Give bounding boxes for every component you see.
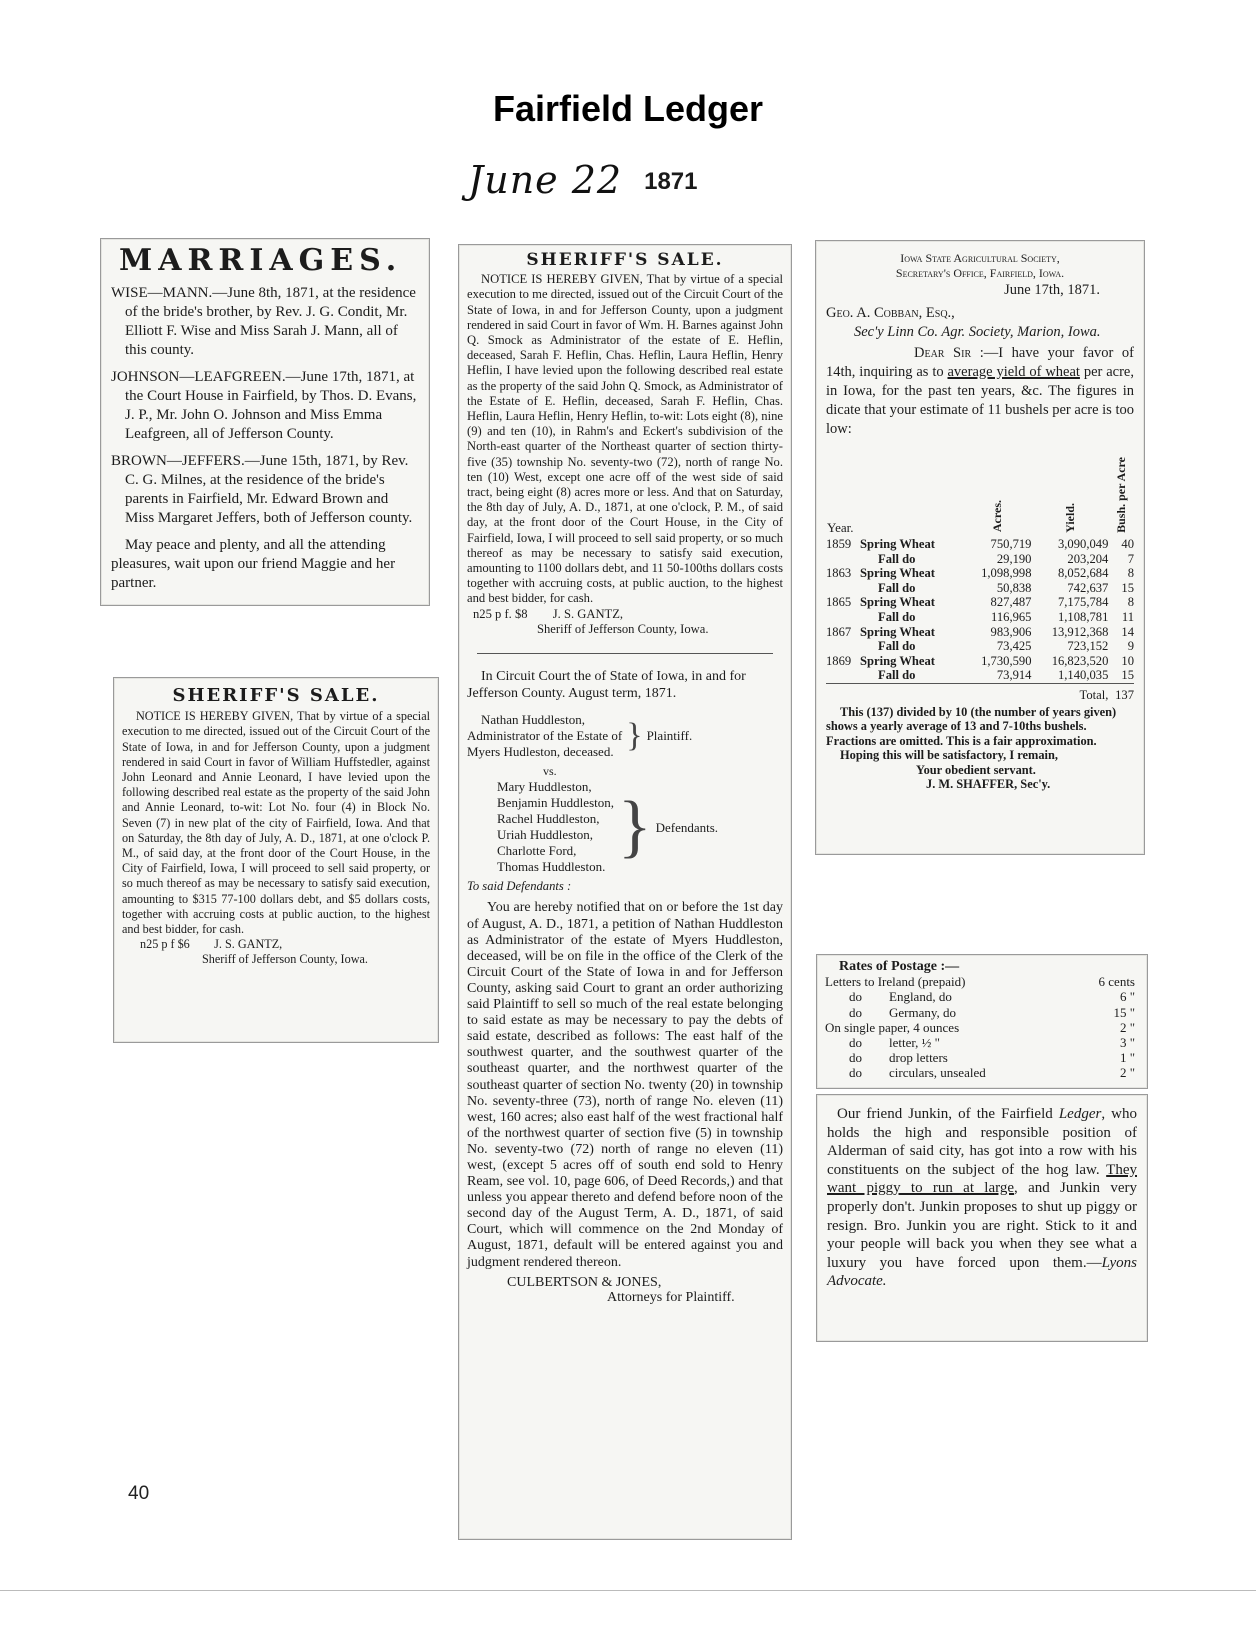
bush-cell: 14	[1121, 624, 1134, 639]
acres-cell: 1,098,998	[981, 566, 1032, 581]
page-number: 40	[128, 1483, 150, 1504]
letter-body	[826, 344, 1134, 439]
year-cell: 1867	[826, 624, 852, 639]
yield-cell: 7,175,784	[1057, 595, 1109, 610]
table-row	[826, 595, 1134, 610]
year-cell	[826, 668, 856, 683]
postage-row	[825, 974, 1139, 989]
postage-item: On single paper, 4 ounces	[825, 1019, 960, 1035]
yield-cell: 8,052,684	[1057, 566, 1109, 581]
bush-cell: 15	[1121, 580, 1134, 595]
year-cell: 1869	[826, 653, 852, 668]
kind-cell: Spring Wheat	[860, 566, 935, 581]
sheriff-sale-left-clipping	[113, 677, 439, 1043]
bush-cell: 11	[1121, 609, 1134, 624]
yield-cell: 203,204	[1067, 551, 1109, 566]
acres-cell: 29,190	[996, 551, 1032, 566]
postage-amount: 15 "	[1113, 1004, 1135, 1020]
postage-amount: 6 "	[1119, 989, 1135, 1005]
kind-cell: Spring Wheat	[860, 595, 935, 610]
defendants-block	[467, 779, 783, 875]
marriage-entry: BROWN—JEFFERS.—June 15th, 1871, by Rev. C. G. Milnes, at the residence of the bride's parents in Fairfield, Mr. Edward Brown and Miss Margaret Jeffers, both of Jefferson county.	[111, 453, 413, 526]
postage-item: do	[849, 1004, 862, 1020]
agricultural-letter-clipping	[815, 240, 1145, 855]
marriage-entry: JOHNSON—LEAFGREEN.—June 17th, 1871, at the Court House in Fairfield, by Thos. D. Evans, J. P., Mr. John O. Johnson and Miss Emma Leafgreen, all of Jefferson County.	[111, 369, 417, 442]
postage-item: do	[849, 1065, 862, 1081]
yield-cell: 3,090,049	[1057, 537, 1109, 551]
table-row	[826, 581, 1134, 596]
postage-item: do	[849, 1050, 862, 1066]
acres-cell: 983,906	[990, 624, 1032, 639]
junkin-part: , who holds the high and responsible position of Alderman of said city, has got into a row with his constituents on the subject of the hog law.	[827, 1106, 1137, 1178]
junkin-part: Our friend Junkin, of the Fairfield	[837, 1106, 1059, 1122]
postage-row	[825, 1065, 1139, 1080]
letter-body-underlined: average yield of wheat	[947, 364, 1080, 380]
plaintiff-block	[467, 712, 783, 760]
brace: }	[626, 717, 643, 755]
bush-cell: 10	[1121, 653, 1134, 668]
table-row	[826, 654, 1134, 669]
bush-cell: 7	[1127, 551, 1134, 566]
acres-cell: 750,719	[990, 537, 1032, 551]
letter-servant: Your obedient servant.	[916, 762, 1036, 777]
vs-label: vs.	[543, 764, 557, 779]
postage-amount: 1 "	[1119, 1050, 1135, 1066]
defendant-line: Benjamin Huddleston,	[497, 795, 614, 811]
bush-cell: 15	[1121, 668, 1134, 683]
defendant-line: Uriah Huddleston,	[497, 827, 594, 843]
total-label: Total,	[1079, 687, 1109, 702]
postage-heading: Rates of Postage :—	[839, 959, 960, 974]
handwritten-date: June 22	[468, 158, 623, 202]
letter-salutation: Dear Sir :—	[914, 345, 999, 361]
plaintiff-label: Plaintiff.	[646, 728, 693, 744]
year-cell	[826, 639, 856, 654]
sheriff-sale-center-heading: SHERIFF'S SALE.	[526, 250, 724, 270]
table-row	[826, 625, 1134, 640]
yield-cell: 1,140,035	[1057, 668, 1109, 683]
page-title: Fairfield Ledger	[492, 88, 764, 129]
postage-detail: letter, ½ "	[889, 1035, 940, 1051]
bottom-rule	[0, 1590, 1256, 1591]
plaintiff-line: Myers Hudleston, deceased.	[467, 744, 614, 760]
defendant-line: Thomas Huddleston.	[497, 859, 606, 875]
postage-detail: Germany, do	[889, 1004, 957, 1020]
acres-cell: 73,914	[996, 668, 1032, 683]
postage-item: Letters to Ireland (prepaid)	[825, 974, 966, 990]
circuit-court-intro: In Circuit Court the of State of Iowa, in and for Jefferson County. August term, 1871.	[467, 669, 746, 702]
letter-date: June 17th, 1871.	[1004, 282, 1100, 298]
postage-row	[825, 1005, 1139, 1020]
org-line-2: Secretary's Office, Fairfield, Iowa.	[895, 266, 1065, 280]
sheriff-sale-left-signature-title: Sheriff of Jefferson County, Iowa.	[202, 952, 368, 967]
circuit-court-attorneys: CULBERTSON & JONES,	[507, 1274, 662, 1290]
sheriff-sale-center-body: NOTICE IS HEREBY GIVEN, That by virtue of a special execution to me directed, issued out of the Circuit Court of the State of Iowa, in and for Jefferson County, upon a judgment rendered in said Court in favor of Wm. H. Barnes against John Q. Smock as Administrator of the estate of E. Heflin, deceased, Sarah F. Heflin, Chas. Heflin, Laura Heflin, Henry Heflin, I have levied upon the following described real estate as the property of the said John Q. Smock, as Administrator of the Estate of E. Heflin, deceased, Sarah F. Heflin, Chas. Heflin, Laura Heflin, Henry Heflin, to-wit: Lots eight (8), nine (9) and ten (10), in Rahm's and Eckert's subdivision of the North-east quarter of the Northeast quarter of section thirty-five (35) township No. seventy-two (72), north of range No. ten (10) West, except one acre off of the west side of said tract, being eight (8) acres more or less. And that on Saturday, the 8th day of July, A. D., 1871, at one o'clock, P. M., of said day, at the front door of the Court House, in the City of Fairfield, Iowa, I will proceed to sell said property, or so much thereof as may be necessary to satisfy said execution, amounting to 1100 dollars debt, and 11 50-100ths dollars costs together with accruing costs, at public auction, to the highest and best bidder, for cash.	[467, 272, 783, 606]
kind-cell: Fall do	[878, 580, 916, 595]
center-column-clipping	[458, 244, 792, 1540]
year-cell: 1865	[826, 595, 852, 610]
postage-table	[825, 974, 1139, 1080]
kind-cell: Spring Wheat	[860, 653, 935, 668]
kind-cell: Spring Wheat	[860, 624, 935, 639]
letter-body-part: per acre, in Iowa, for the past ten years, &c. The figures in dicate that your estimate of 11 bushels per acre is too low:	[826, 364, 1134, 437]
header-bush-per-acre: Bush. per Acre	[1113, 456, 1128, 533]
table-row	[826, 639, 1134, 654]
marriages-closing: May peace and plenty, and all the attending pleasures, wait upon our friend Maggie and her partner.	[111, 537, 396, 591]
junkin-underlined: They want piggy to run at large	[827, 1161, 1137, 1197]
total-value: 137	[1115, 687, 1134, 702]
junkin-part: , and Junkin very properly don't. Junkin proposes to shut up piggy or resign. Bro. Junkin you are right. Stick to it and your people will back you when they see what a luxury you have forced upon them.—	[827, 1180, 1137, 1271]
acres-cell: 827,487	[990, 595, 1032, 610]
yield-cell: 742,637	[1067, 580, 1109, 595]
acres-cell: 73,425	[996, 639, 1032, 654]
kind-cell: Spring Wheat	[860, 537, 935, 551]
year-cell: 1859	[826, 537, 852, 551]
postage-amount: 3 "	[1119, 1035, 1135, 1051]
postage-row	[825, 1035, 1139, 1050]
sheriff-sale-left-heading: SHERIFF'S SALE.	[172, 685, 380, 706]
defendant-line: Rachel Huddleston,	[497, 811, 600, 827]
kind-cell: Fall do	[878, 551, 916, 566]
plaintiff-line: Nathan Huddleston,	[481, 712, 585, 728]
yield-cell: 13,912,368	[1051, 624, 1109, 639]
yield-cell: 16,823,520	[1051, 653, 1109, 668]
letter-closing: This (137) divided by 10 (the number of years given) shows a yearly average of 13 and 7-10ths bushels. Fractions are omitted. This is a fair approximation.	[826, 704, 1117, 748]
junkin-source: Lyons Advocate.	[827, 1254, 1137, 1290]
circuit-court-attorneys-title: Attorneys for Plaintiff.	[607, 1289, 735, 1305]
sheriff-sale-center-signature-title: Sheriff of Jefferson County, Iowa.	[537, 621, 709, 636]
kind-cell: Fall do	[878, 639, 916, 654]
addressee: Geo. A. Cobban, Esq.,	[826, 305, 955, 321]
table-row	[826, 668, 1134, 683]
marriages-heading: MARRIAGES.	[119, 243, 403, 278]
bush-cell: 8	[1127, 595, 1134, 610]
table-row	[826, 552, 1134, 567]
circuit-court-body: You are hereby notified that on or before the 1st day of August, A. D., 1871, a petition of Nathan Huddleston as Administrator of the estate of Myers Huddleston, deceased, will be on file in the office of the Clerk of the Circuit Court of the State of Iowa in and for Jefferson County, asking said Court to grant an order authorizing said Plaintiff to sell so much of the real estate belonging to said estate as may be necessary to pay the debts of said estate, described as follows: The east half of the southwest quarter, and the southwest quarter of the southeast quarter, and the northwest quarter of the southeast quarter of section No. twenty (20) in township No. seventy-three (73), north of range No. eleven (11) west, 160 acres; also east half of the west fractional half of the northwest quarter of section five (5) in township No. seventy-two (72) north of range no eleven (11) west, (except 5 acres off of south end sold to Henry Ream, see vol. 10, page 606, of Deed Records,) and that unless you appear thereto and defend before noon of the second day of the August Term, A. D., 1871, of said Court, which will commence on the 2nd Monday of August, 1871, default will be entered against you and judgment rendered thereon.	[467, 900, 783, 1270]
postage-clipping	[816, 954, 1148, 1089]
wheat-yield-table	[826, 445, 1134, 703]
postage-row	[825, 989, 1139, 1004]
addressee-title: Sec'y Linn Co. Agr. Society, Marion, Iowa.	[854, 324, 1101, 340]
bush-cell: 8	[1127, 566, 1134, 581]
letter-body-part: I have your favor of 14th, inquiring as to	[826, 345, 1134, 380]
marriage-entry: WISE—MANN.—June 8th, 1871, at the residence of the bride's brother, by Rev. J. G. Condit, Mr. Elliott F. Wise and Miss Sarah J. Mann, all of this county.	[111, 285, 416, 358]
brace: }	[618, 788, 652, 866]
header-acres: Acres.	[990, 500, 1005, 533]
defendants-label: Defendants.	[655, 819, 719, 835]
header-yield: Yield.	[1062, 502, 1077, 533]
acres-cell: 116,965	[991, 609, 1032, 624]
acres-cell: 50,838	[996, 580, 1032, 595]
bush-cell: 9	[1127, 639, 1134, 654]
postage-detail: circulars, unsealed	[889, 1065, 986, 1081]
junkin-clipping	[816, 1094, 1148, 1342]
postage-amount: 2 "	[1119, 1065, 1135, 1081]
yield-cell: 723,152	[1067, 639, 1109, 654]
acres-cell: 1,730,590	[981, 653, 1032, 668]
letter-hoping: Hoping this will be satisfactory, I remain,	[840, 748, 1058, 763]
plaintiff-line: Administrator of the Estate of	[467, 728, 623, 744]
postage-amount: 2 "	[1119, 1019, 1135, 1035]
year-cell: 1863	[826, 566, 852, 581]
postage-detail: drop letters	[889, 1050, 948, 1066]
kind-cell: Fall do	[878, 609, 916, 624]
circuit-court-salutation: To said Defendants :	[467, 879, 572, 894]
year-cell	[826, 610, 856, 625]
yield-cell: 1,108,781	[1057, 609, 1109, 624]
postage-row	[825, 1020, 1139, 1035]
table-row	[826, 537, 1134, 552]
junkin-ledger: Ledger	[1058, 1106, 1102, 1122]
year-cell	[826, 552, 856, 567]
kind-cell: Fall do	[878, 668, 916, 683]
defendant-line: Charlotte Ford,	[497, 843, 577, 859]
sheriff-sale-left-signature: n25 p f $6 J. S. GANTZ,	[140, 937, 283, 952]
year-cell	[826, 581, 856, 596]
org-line-1: Iowa State Agricultural Society,	[900, 251, 1060, 265]
letter-signature: J. M. SHAFFER, Sec'y.	[926, 777, 1051, 792]
defendant-line: Mary Huddleston,	[497, 779, 592, 795]
table-row	[826, 610, 1134, 625]
postage-row	[825, 1050, 1139, 1065]
postage-detail: England, do	[889, 989, 952, 1005]
junkin-text	[827, 1105, 1137, 1291]
sheriff-sale-center-signature: n25 p f. $8 J. S. GANTZ,	[473, 606, 624, 621]
postage-item: do	[849, 1035, 862, 1051]
divider	[477, 653, 773, 654]
table-row	[826, 566, 1134, 581]
header-year: Year.	[827, 520, 854, 536]
dateline	[468, 158, 698, 202]
sheriff-sale-left-body: NOTICE IS HEREBY GIVEN, That by virtue of a special execution to me directed, issued out of the Circuit Court of the State of Iowa, in and for Jefferson County, upon a judgment rendered in said Court in favor of William Huffstedler, against John Leonard and Annie Leonard, I have levied upon the following described real estate as the property of the said John and Annie Leonard, to-wit: Lot No. four (4) in Block No. Seven (7) in new plat of the city of Fairfield, Iowa. And that on Saturday, the 8th day of July, A. D., 1871, at one o'clock P. M., of said day, at the front door of the Court House, in the City of Fairfield, Iowa, I will proceed to sell said property, or so much thereof as may be necessary to satisfy said execution, amounting to $315 77-100 dollars debt, and $5 dollars costs, together with accruing costs at public auction, to the highest and best bidder, for cash.	[122, 709, 430, 937]
marriages-clipping	[100, 238, 430, 606]
bush-cell: 40	[1121, 537, 1134, 551]
postage-amount: 6 cents	[1098, 974, 1135, 990]
postage-item: do	[849, 989, 862, 1005]
date-year: 1871	[644, 168, 698, 195]
